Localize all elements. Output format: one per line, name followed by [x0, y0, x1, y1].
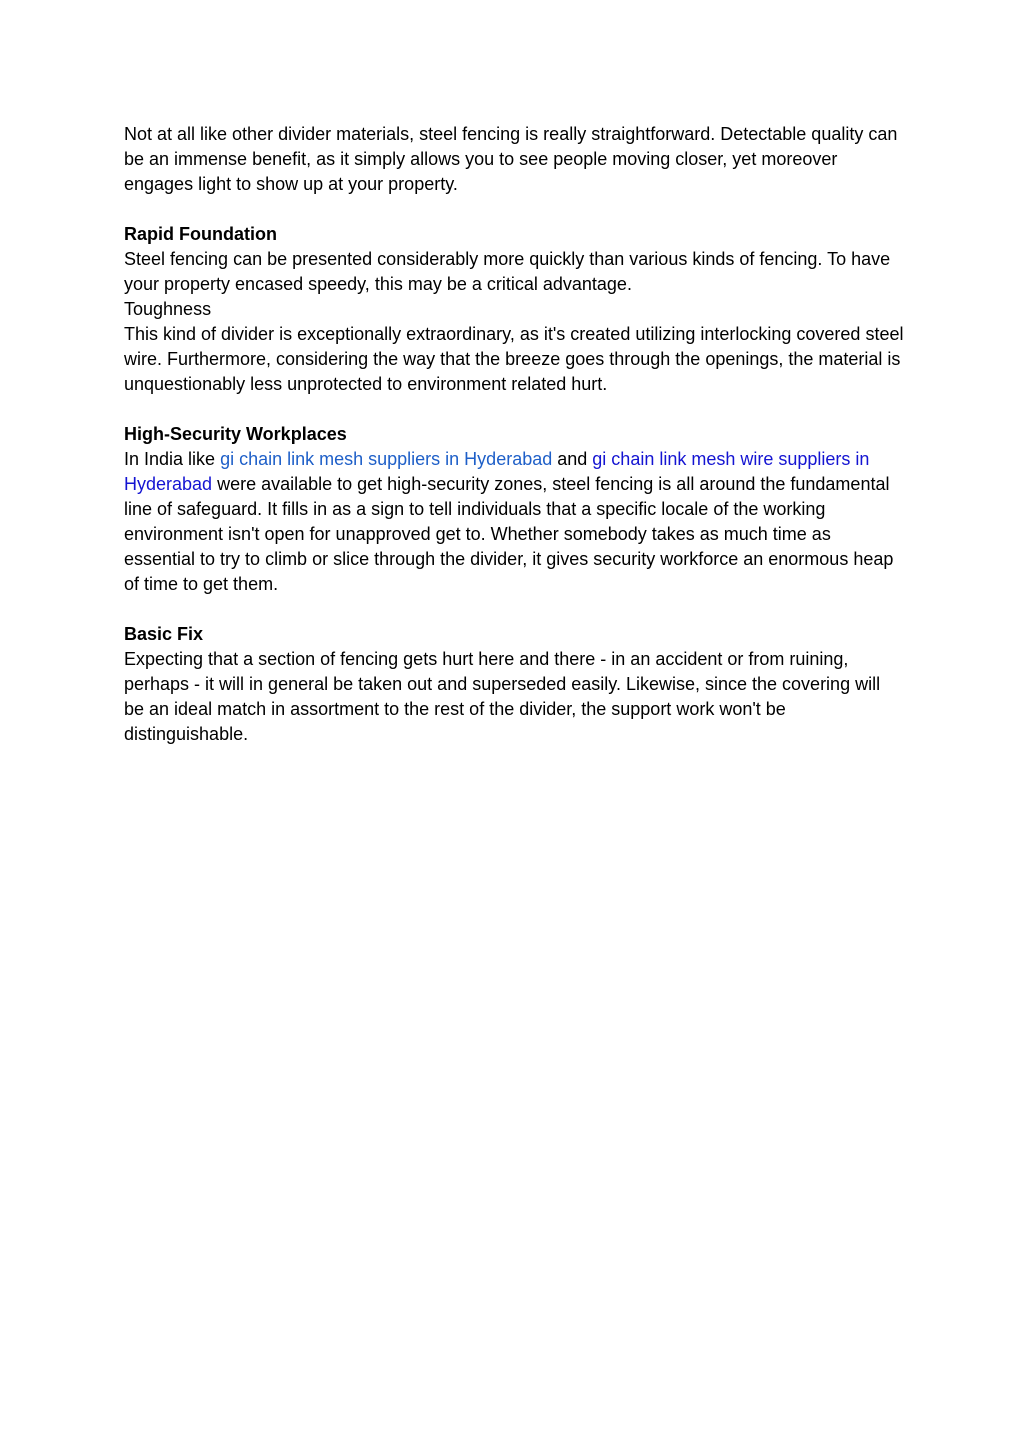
toughness-paragraph: This kind of divider is exceptionally extraordinary, as it's created utilizing interlocking covered steel wire. Furthermore, considering the way that the breeze goes through the openings, the material is unquestionably less unprotected to environment related hurt. — [124, 324, 904, 394]
gi-chain-link-mesh-wire-suppliers-link[interactable]: gi chain link mesh wire suppliers in Hyderabad — [124, 449, 870, 494]
high-security-text-rest: were available to get high-security zones, steel fencing is all around the fundamental line of safeguard. It fills in as a sign to tell individuals that a specific locale of the working environment isn't open for unapproved get to. Whether somebody takes as much time as essential to try to climb or slice through the divider, it gives security workforce an enormous heap of time to get them. — [124, 474, 894, 594]
intro-paragraph: Not at all like other divider materials, steel fencing is really straightforward. Detectable quality can be an immense benefit, as it simply allows you to see people moving closer, yet moreover engages light to show up at your property. — [124, 124, 898, 194]
basic-fix-paragraph: Expecting that a section of fencing gets hurt here and there - in an accident or from ruining, perhaps - it will in general be taken out and superseded easily. Likewise, since the covering will be an ideal match in assortment to the rest of the divider, the support work won't be distinguishable. — [124, 649, 881, 744]
high-security-text-and: and — [552, 449, 593, 469]
basic-fix-heading: Basic Fix — [124, 624, 204, 644]
paragraph-spacer — [124, 397, 904, 422]
high-security-heading: High-Security Workplaces — [124, 424, 347, 444]
paragraph-spacer — [124, 197, 904, 222]
rapid-foundation-heading: Rapid Foundation — [124, 224, 277, 244]
paragraph-spacer — [124, 597, 904, 622]
rapid-foundation-paragraph: Steel fencing can be presented considerably more quickly than various kinds of fencing. To have your property encased speedy, this may be a critical advantage. — [124, 249, 891, 294]
high-security-text-intro: In India like — [124, 449, 221, 469]
high-security-paragraph — [124, 447, 904, 597]
document-page — [124, 122, 904, 747]
toughness-heading: Toughness — [124, 299, 212, 319]
gi-chain-link-mesh-suppliers-link[interactable]: gi chain link mesh suppliers in Hyderabad — [220, 449, 553, 469]
